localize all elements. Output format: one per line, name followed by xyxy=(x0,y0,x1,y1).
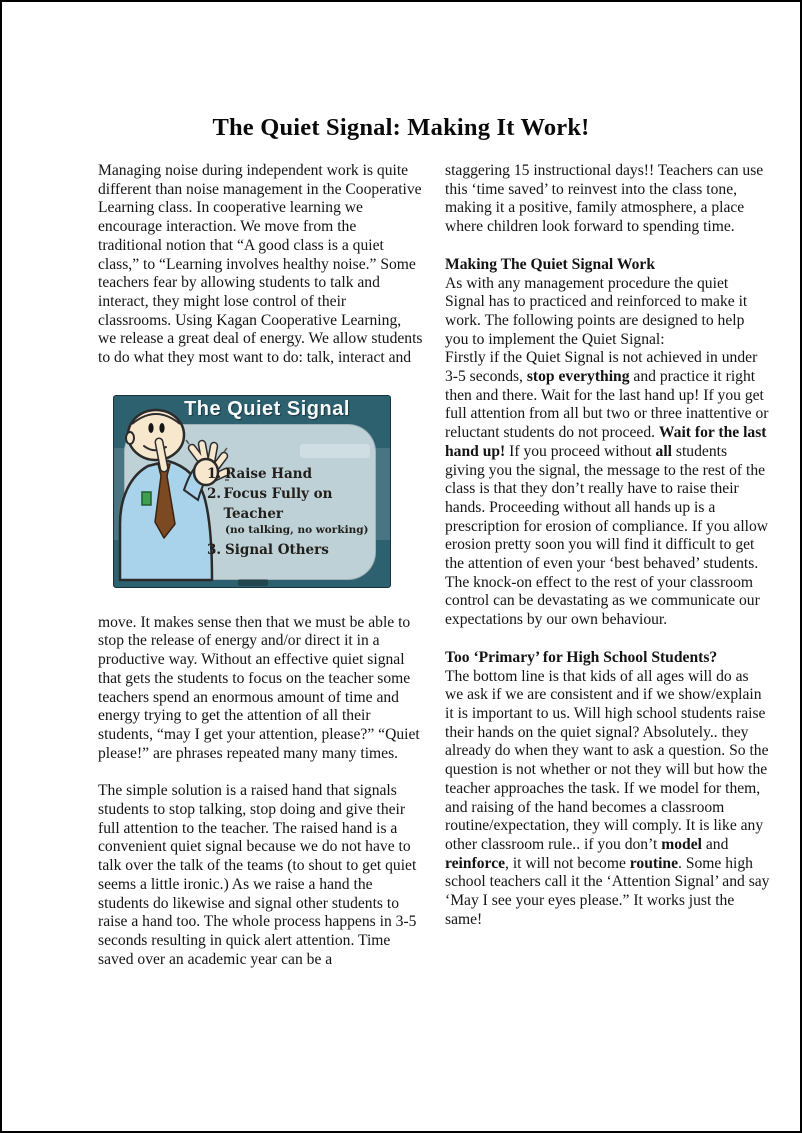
section-heading-too-primary: Too ‘Primary’ for High School Students? xyxy=(445,648,718,666)
figure-title: The Quiet Signal xyxy=(184,397,350,420)
right-paragraph-1: staggering 15 instructional days!! Teachers can use this ‘time saved’ to reinvest into the class tone, making it a positive, family atmosphere, a place where children look forward to spending time. xyxy=(445,162,764,236)
figure-watermark-band xyxy=(300,444,370,458)
figure-list-item-2-note: (no talking, no working) xyxy=(225,523,369,536)
page-title: The Quiet Signal: Making It Work! xyxy=(212,114,590,141)
figure-list xyxy=(207,464,382,560)
section-heading-making-it-work: Making The Quiet Signal Work xyxy=(445,255,655,273)
figure-bottom-stamp xyxy=(238,579,268,586)
item-number: 2. xyxy=(207,485,222,502)
right-paragraph-3: The bottom line is that kids of all ages will do as we ask if we are consistent and if we show/explain it is important to us. Will high school students raise their hands on the quiet signal? Absolutely.. they already do when they want to ask a question. So the question is not whether or not they will but how the teacher approaches the task. If we model for them, and raising of the hand becomes a classroom routine/expectation, they will comply. It is like any other classroom rule.. if you don’t model and reinforce, it will not become routine. Some high school teachers call it the ‘Attention Signal’ and say ‘May I see your eyes please.” It works just the same! xyxy=(445,667,770,928)
item-label: Raise Hand xyxy=(225,465,313,482)
left-paragraph-2: move. It makes sense then that we must be able to stop the release of energy and/or direct it in a productive way. Without an effective quiet signal that gets the students to focus on the teacher some teachers spend an enormous amount of time and energy trying to get the attention of all their students, “may I get your attention, please?” “Quiet please!” are phrases repeated many many times. xyxy=(98,613,420,762)
right-column xyxy=(445,162,770,969)
item-number: 3. xyxy=(207,541,222,558)
right-paragraph-2a: As with any management procedure the quiet Signal has to practiced and reinforced to make it work. The following points are designed to help you to implement the Quiet Signal: xyxy=(445,274,748,348)
figure-list-item-2 xyxy=(207,484,382,524)
item-number: 1. xyxy=(207,465,222,482)
left-paragraph-3: The simple solution is a raised hand that signals students to stop talking, stop doing and give their full attention to the teacher. The raised hand is a convenient quiet signal because we do not have to talk over the talk of the teams (to shout to get quiet seems a little ironic.) As we raise a hand the students do likewise and signal other students to raise a hand too. The whole process happens in 3-5 seconds resulting in quick alert attention. Time saved over an academic year can be a xyxy=(98,782,417,968)
left-column xyxy=(98,162,423,969)
quiet-signal-figure xyxy=(113,395,391,588)
two-column-layout xyxy=(98,162,770,969)
right-paragraph-2b: Firstly if the Quiet Signal is not achieved in under 3-5 seconds, stop everything and practice it right then and there. Wait for the last hand up! If you get full attention from all but two or three inattentive or reluctant students do not proceed. Wait for the last hand up! If you proceed without all students giving you the signal, the message to the rest of the class is that they don’t really have to raise their hands. Proceeding without all hands up is a prescription for erosion of compliance. If you allow erosion pretty soon you will find it difficult to get the attention of even your ‘best behaved’ students. The knock-on effect to the rest of your classroom control can be devastating as we communicate our expectations by our own behaviour. xyxy=(445,349,769,629)
figure-list-item-1 xyxy=(207,464,382,484)
left-paragraph-1: Managing noise during independent work is quite different than noise management in the Cooperative Learning class. In cooperative learning we encourage interaction. We move from the traditional notion that “A good class is a quiet class,” to “Learning involves healthy noise.” Some teachers fear by allowing students to talk and interact, they might lose control of their classrooms. Using Kagan Cooperative Learning, we release a great deal of energy. We allow students to do what they most want to do: talk, interact and xyxy=(98,162,423,367)
item-label: Signal Others xyxy=(225,541,329,558)
figure-list-item-3 xyxy=(207,540,382,560)
item-label: Focus Fully on Teacher xyxy=(223,485,333,522)
